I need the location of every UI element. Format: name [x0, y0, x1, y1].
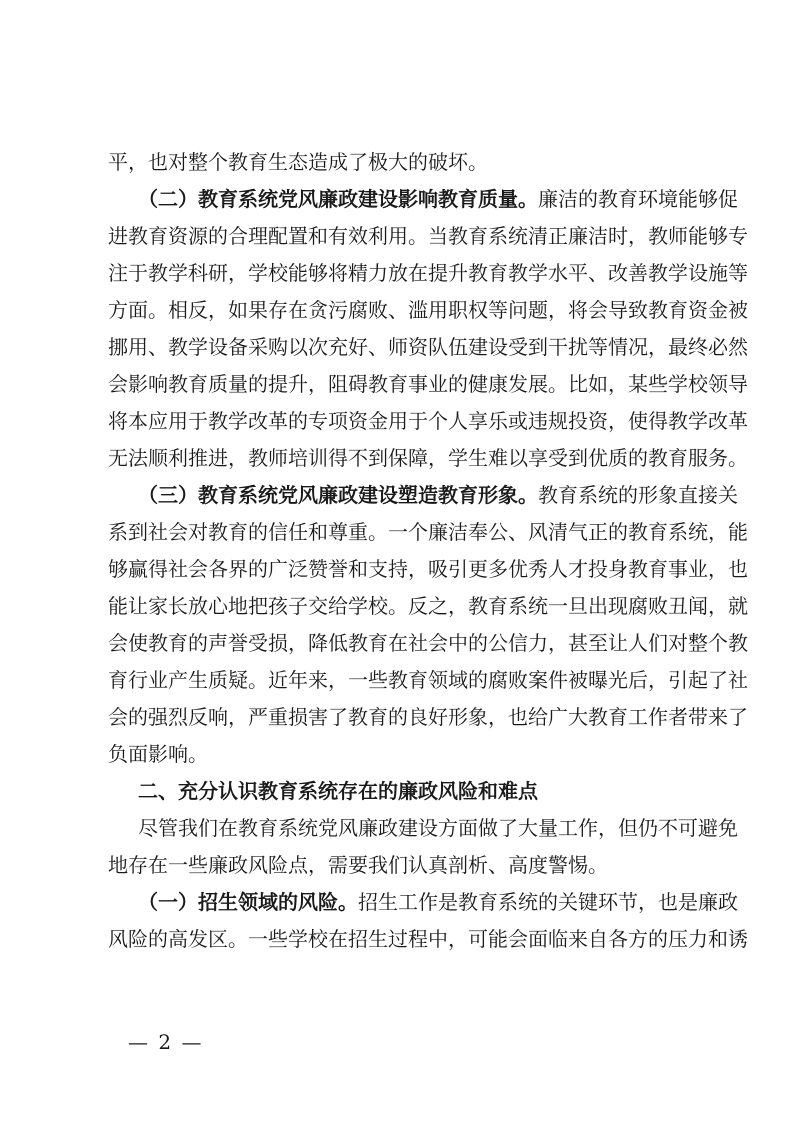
paragraph	[108, 144, 701, 181]
line-text: 够赢得社会各界的广泛赞誉和支持，吸引更多优秀人才投身教育事业，也	[108, 557, 748, 581]
line-text: 地存在一些廉政风险点，需要我们认真剖析、高度警惕。	[108, 853, 608, 877]
text-line	[108, 921, 748, 958]
text-line	[108, 551, 748, 588]
paragraph	[108, 181, 748, 477]
text-line	[108, 329, 748, 366]
bold-lead-in: （一）招生领域的风险。	[138, 890, 358, 914]
line-text: 会的强烈反响，严重损害了教育的良好形象，也给广大教育工作者带来了	[108, 705, 748, 729]
bold-lead-in: （三）教育系统党风廉政建设塑造教育形象。	[138, 483, 538, 507]
line-text: 二、充分认识教育系统存在的廉政风险和难点	[138, 779, 538, 803]
bold-lead-in: （二）教育系统党风廉政建设影响教育质量。	[138, 187, 538, 211]
paragraph	[108, 477, 748, 773]
line-text: 系到社会对教育的信任和尊重。一个廉洁奉公、风清气正的教育系统，能	[108, 520, 748, 544]
text-line	[108, 662, 748, 699]
line-text: 招生工作是教育系统的关键环节，也是廉政	[358, 890, 738, 914]
line-text: 会影响教育质量的提升，阻碍教育事业的健康发展。比如，某些学校领导	[108, 372, 748, 396]
page-number: — 2 —	[128, 1030, 204, 1054]
text-line	[108, 292, 748, 329]
line-text: 会使教育的声誉受损，降低教育在社会中的公信力，甚至让人们对整个教	[108, 631, 748, 655]
paragraph	[108, 810, 738, 884]
line-text: 无法顺利推进，教师培训得不到保障，学生难以享受到优质的教育服务。	[108, 446, 748, 470]
text-line	[108, 810, 738, 847]
text-line	[108, 847, 701, 884]
section-heading	[108, 773, 701, 810]
text-line	[108, 440, 748, 477]
line-text: 育行业产生质疑。近年来，一些教育领域的腐败案件被曝光后，引起了社	[108, 668, 748, 692]
text-line	[108, 366, 748, 403]
line-text: 能让家长放心地把孩子交给学校。反之，教育系统一旦出现腐败丑闻，就	[108, 594, 748, 618]
line-text: 风险的高发区。一些学校在招生过程中，可能会面临来自各方的压力和诱	[108, 927, 748, 951]
paragraph	[108, 884, 748, 958]
text-line	[108, 699, 748, 736]
line-text: 挪用、教学设备采购以次充好、师资队伍建设受到干扰等情况，最终必然	[108, 335, 748, 359]
text-line	[108, 477, 738, 514]
text-line	[108, 218, 748, 255]
text-line	[108, 773, 701, 810]
line-text: 平，也对整个教育生态造成了极大的破坏。	[108, 150, 488, 174]
line-text: 进教育资源的合理配置和有效利用。当教育系统清正廉洁时，教师能够专	[108, 224, 748, 248]
text-line	[108, 588, 748, 625]
line-text: 廉洁的教育环境能够促	[538, 187, 738, 211]
text-line	[108, 736, 701, 773]
line-text: 将本应用于教学改革的专项资金用于个人享乐或违规投资，使得教学改革	[108, 409, 748, 433]
text-line	[108, 403, 748, 440]
line-text: 负面影响。	[108, 742, 208, 766]
text-line	[108, 144, 701, 181]
text-line	[108, 181, 738, 218]
document-body	[108, 144, 748, 958]
line-text: 方面。相反，如果存在贪污腐败、滥用职权等问题，将会导致教育资金被	[108, 298, 748, 322]
text-line	[108, 514, 748, 551]
text-line	[108, 255, 748, 292]
text-line	[108, 884, 738, 921]
line-text: 教育系统的形象直接关	[538, 483, 738, 507]
text-line	[108, 625, 748, 662]
line-text: 注于教学科研，学校能够将精力放在提升教育教学水平、改善教学设施等	[108, 261, 748, 285]
line-text: 尽管我们在教育系统党风廉政建设方面做了大量工作，但仍不可避免	[138, 816, 738, 840]
